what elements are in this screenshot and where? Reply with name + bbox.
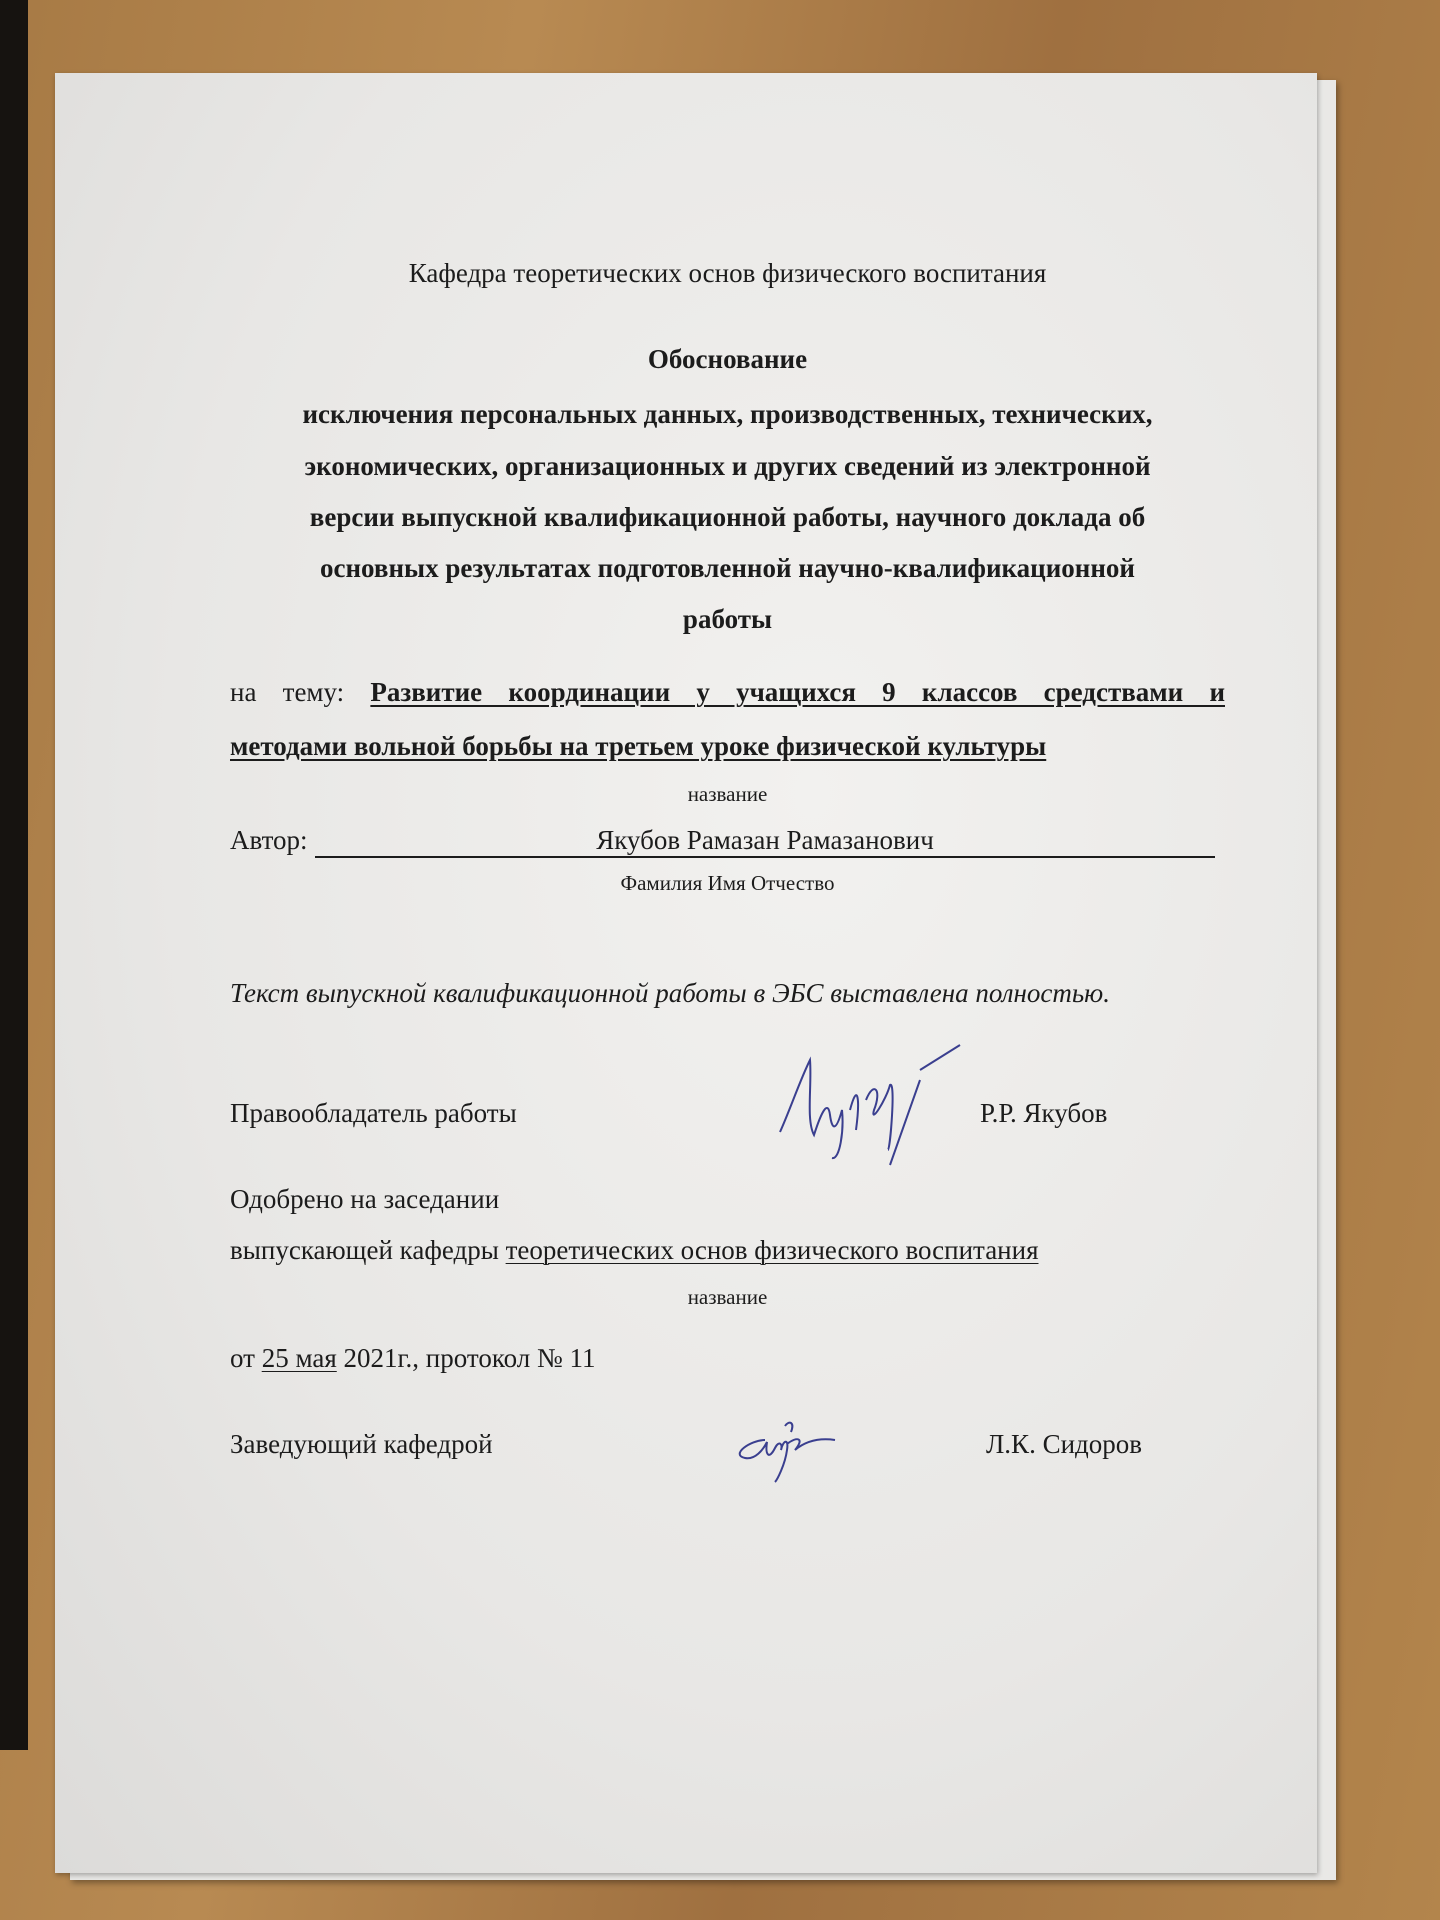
paper-sheet [55,73,1317,1873]
head-name: Л.К. Сидоров [986,1429,1143,1459]
approved-line-2 [230,1237,1039,1264]
date-day-month: 25 мая [261,1343,337,1373]
subtitle-line: основных результатах подготовленной научно-квалификационной [320,553,1135,583]
approved-prefix: выпускающей кафедры [230,1235,499,1265]
subtitle-line: версии выпускной квалификационной работы, научного доклада об [309,502,1146,532]
statement: Текст выпускной квалификационной работы в ЭБС выставлена полностью. [230,978,1110,1008]
department-heading: Кафедра теоретических основ физического воспитания [408,258,1047,288]
subtitle-line: исключения персональных данных, производственных, технических, [302,399,1153,429]
author-label: Автор: [230,825,308,855]
head-signature [725,1410,845,1490]
rightholder-label: Правообладатель работы [230,1098,517,1128]
date-prefix: от [230,1343,255,1373]
date-rest: 2021г., протокол № 11 [343,1343,596,1373]
rightholder-signature [770,1040,970,1170]
head-label: Заведующий кафедрой [230,1429,493,1459]
document-title: Обоснование [647,344,808,374]
author-name: Якубов Рамазан Рамазанович [315,827,1215,858]
subtitle-line: экономических, организационных и других сведений из электронной [304,451,1151,481]
approved-line-1: Одобрено на заседании [230,1184,500,1214]
protocol-line [230,1345,595,1372]
topic-line-1 [230,679,1225,706]
approved-department: теоретических основ физического воспитания [505,1235,1039,1265]
dark-background-edge [0,0,28,1750]
topic-text: Развитие координации у учащихся 9 классов средствами и [370,677,1225,707]
subtitle-line: работы [682,604,773,634]
author-caption: Фамилия Имя Отчество [620,871,835,895]
topic-label: на тему: [230,677,345,707]
department-caption: название [687,1285,768,1309]
rightholder-name: Р.Р. Якубов [980,1098,1108,1128]
topic-caption: название [687,782,768,806]
topic-line-2: методами вольной борьбы на третьем уроке физической культуры [230,731,1047,761]
